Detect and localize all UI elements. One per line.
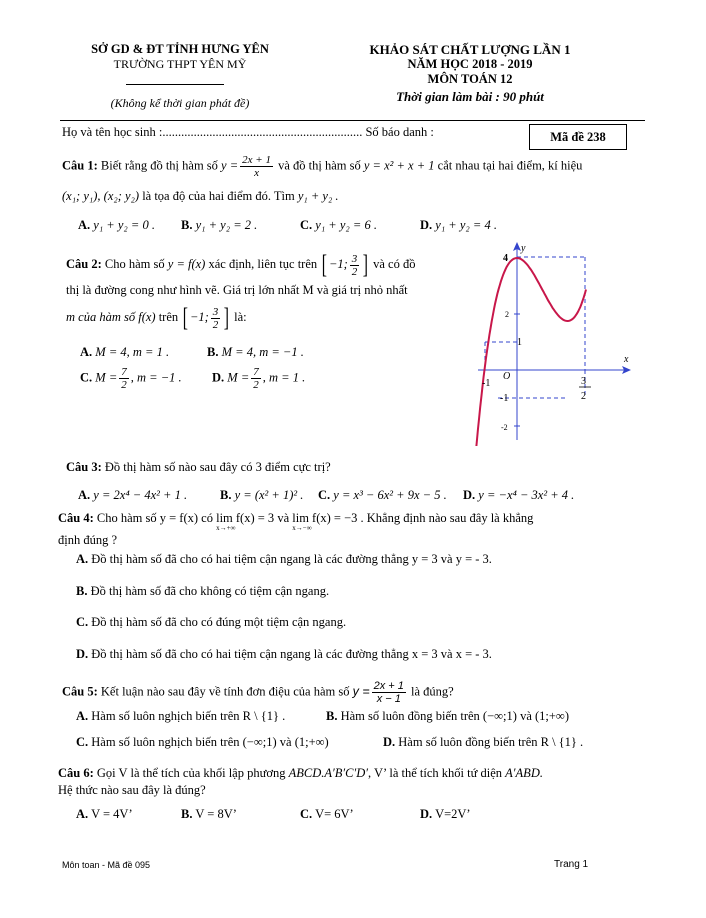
q4-option-d-row [76,647,492,662]
q2-line1: Câu 2: Cho hàm số y = f(x) xác định, liên tục trên [ −1; $\frac{3}{2}$ ] và có đồ [66,250,416,279]
q2-int-num-2: 3 [212,305,219,318]
q2-option-d-post: , m = 1 . [262,370,306,385]
x-axis-label: x [624,354,629,365]
q5-option-c: Hàm số luôn nghịch biến trên (−∞;1) và (1;+∞) [91,735,329,749]
q5-option-a: Hàm số luôn nghịch biến trên R \ {1} . [91,709,286,723]
header-divider [126,84,224,85]
q5-text1: Kết luận nào sau đây về tính đơn điệu của hàm số [100,684,350,699]
q2-text6: là: [234,309,247,324]
q2-interval-frac-2 [211,306,221,331]
q3-text: Đồ thị hàm số nào sau đây có 3 điểm cực trị? [104,460,331,474]
q4-line1 [58,511,534,532]
school-name: TRƯỜNG THPT YÊN MỸ [113,57,247,71]
time-note: (Không kể thời gian phát đề) [110,96,250,110]
q5-frac-den: x − 1 [376,693,401,705]
q1-points: (x₁; y₁), (x₂; y₂) [62,189,140,203]
q4-option-b-row [76,584,329,599]
q1-option-a-key: A. [78,218,91,232]
q2-option-b: M = 4, m = −1 . [221,345,304,359]
q2-option-d-key: D. [212,370,225,385]
q6-tetrahedron: A′ABD. [505,766,543,780]
q4-text1: Cho hàm số y = f(x) có [96,511,213,525]
q2-interval-left-2: −1; [189,309,209,324]
q5-option-a-row [76,709,285,724]
q4-lim2-expr: lim f(x) = −3 [292,511,358,525]
q2-option-c-frac [119,366,129,391]
q2-option-d-pre: M = [227,370,250,385]
q1-func-g: y = x² + x + 1 [363,158,435,173]
q1-option-b: y₁ + y₂ = 2 . [195,218,258,232]
q1-option-c: y₁ + y₂ = 6 . [315,218,377,232]
q3-option-a-key: A. [78,488,91,502]
q4-line2: định đúng ? [58,533,118,547]
dept-name: SỞ GD & ĐT TỈNH HƯNG YÊN [91,42,269,56]
q4-lim1-sub: x→+∞ [216,524,236,532]
q2-int-den: 2 [351,265,358,278]
q1-option-a: y₁ + y₂ = 0 . [93,218,155,232]
q3-line [66,460,331,475]
q6-text2: , V’ là thể tích khối tứ diện [367,766,503,780]
q5-label: Câu 5: [62,684,98,699]
q5-option-a-key: A. [76,709,89,723]
q6-option-d-key: D. [420,807,433,821]
q5-option-b-key: B. [326,709,338,723]
q1-frac-num: 2x + 1 [242,154,271,166]
origin-label: O [503,371,511,382]
tick-label-x-num: 3 [581,376,586,387]
q2-option-c-key: C. [80,370,93,385]
q5-option-c-key: C. [76,735,89,749]
q2-label: Câu 2: [66,256,102,271]
y-axis-label: y [521,243,526,254]
q2-option-c-row [80,366,182,391]
q4-lim2-sub: x→−∞ [292,524,312,532]
q5-option-b: Hàm số luôn đồng biến trên (−∞;1) và (1;+∞) [340,709,569,723]
q4-option-a: Đồ thị hàm số đã cho có hai tiệm cận ngang là các đường thẳng y = 3 và y = - 3. [91,552,492,566]
header-rule [60,120,645,121]
q4-option-c-row [76,615,346,630]
student-info-line: Họ và tên học sinh :................................................................ Số báo danh : [62,125,434,139]
q6-option-c: V= 6V’ [315,807,354,821]
q3-option-b: y = (x² + 1)² . [234,488,304,502]
q2-func2: f(x) [138,309,156,324]
q2-d-den: 2 [253,379,259,391]
q6-option-c-key: C. [300,807,313,821]
tick-label-m1: -1 [500,393,509,404]
q2-text2: xác định, liên tục trên [208,256,318,271]
q5-option-d: Hàm số luôn đồng biến trên R \ {1} . [398,735,584,749]
q6-option-a: V = 4V’ [91,807,133,821]
q1-option-b-key: B. [181,218,193,232]
q6-option-b: V = 8V’ [195,807,237,821]
q1-target: y₁ + y₂ . [297,189,339,203]
q4-option-b: Đồ thị hàm số đã cho không có tiệm cận ngang. [90,584,330,598]
q2-text3: và có đồ [373,256,416,271]
q4-option-d-key: D. [76,647,89,661]
q4-limit2 [292,511,358,532]
q2-option-b-row [207,345,304,360]
q5-option-d-row [383,735,583,750]
q4-option-a-key: A. [76,552,89,566]
tick-label-xm1: -1 [482,378,491,389]
q6-cube: ABCD.A′B′C′D′ [288,766,368,780]
q3-option-d: y = −x⁴ − 3x² + 4 . [478,488,575,502]
q5-fraction [372,680,406,705]
q5-func-lhs: y = [352,684,370,699]
q1-text2: và đồ thị hàm số [278,158,361,173]
q6-label: Câu 6: [58,766,94,780]
q4-limit1 [216,511,275,532]
school-year: NĂM HỌC 2018 - 2019 [407,57,533,71]
footer-page: Trang 1 [554,859,589,870]
q1-option-d-key: D. [420,218,433,232]
q2-interval-frac [350,253,360,278]
q5-option-b-row [326,709,569,724]
subject: MÔN TOÁN 12 [427,72,513,86]
q2-option-d-row [212,366,305,391]
q6-option-a-key: A. [76,807,89,821]
exam-code-box: Mã đề 238 [529,124,627,150]
q2-option-a: M = 4, m = 1 . [95,345,170,359]
q4-text3: . Khẳng định nào sau đây là khẳng [360,511,534,525]
q6-option-b-key: B. [181,807,193,821]
function-graph [472,236,636,446]
q3-option-c-key: C. [318,488,331,502]
q2-text1: Cho hàm số [104,256,165,271]
q1-line1 [62,154,582,179]
q5-option-d-key: D. [383,735,396,749]
tick-label-x-den: 2 [581,391,586,402]
tick-label-m2: -2 [501,423,508,432]
q6-text1: Gọi V là thể tích của khối lập phương [96,766,286,780]
q5-text2: là đúng? [411,684,454,699]
q6-line1 [58,766,543,781]
q2-interval-left: −1; [328,256,348,271]
q2-option-a-key: A. [80,345,93,359]
function-curve [472,258,586,446]
q1-label: Câu 1: [62,158,98,173]
q2-option-c-post: , m = −1 . [130,370,182,385]
q2-option-d-frac [251,366,261,391]
q1-frac-den: x [254,167,259,179]
q4-option-c-key: C. [76,615,89,629]
q2-text5: trên [158,309,179,324]
q4-lim1-expr: lim f(x) = 3 [216,511,275,525]
q5-option-c-row [76,735,329,750]
q6-option-d: V=2V’ [435,807,471,821]
q2-int-den-2: 2 [212,318,219,331]
q5-frac-num: 2x + 1 [373,680,404,692]
q4-option-a-row [76,552,492,567]
q3-option-c: y = x³ − 6x² + 9x − 5 . [333,488,447,502]
q1-func-lhs: y = [221,158,239,173]
q1-option-d: y₁ + y₂ = 4 . [435,218,497,232]
q4-option-b-key: B. [76,584,88,598]
q6-line2: Hệ thức nào sau đây là đúng? [58,783,206,797]
tick-label-2: 2 [505,310,509,319]
footer-left: Môn toan - Mã đề 095 [62,860,151,870]
q4-option-d: Đồ thị hàm số đã cho có hai tiệm cận ngang là các đường thẳng x = 3 và x = - 3. [91,647,492,661]
tick-label-4: 4 [503,253,508,264]
duration: Thời gian làm bài : 90 phút [396,89,544,104]
q1-text3: cắt nhau tại hai điểm, kí hiệu [437,158,583,173]
q2-c-num: 7 [121,366,127,378]
q1-line2 [62,189,339,204]
q3-option-d-key: D. [463,488,476,502]
q2-line2: thị là đường cong như hình vẽ. Giá trị lớn nhất M và giá trị nhỏ nhất [66,283,408,297]
q1-text4: là tọa độ của hai điểm đó. Tìm [142,189,295,203]
q2-option-a-row [80,345,169,360]
q5-line1 [62,680,454,705]
q3-option-b-key: B. [220,488,232,502]
exam-title: KHẢO SÁT CHẤT LƯỢNG LẦN 1 [369,42,571,57]
q2-int-num: 3 [351,252,358,265]
q2-c-den: 2 [121,379,127,391]
q2-func: y = f(x) [167,256,206,271]
tick-label-1: 1 [517,337,522,348]
q1-fraction [240,154,273,179]
q4-text2: và [277,511,290,525]
q2-line3: m của hàm số f(x) trên [ −1; $\frac{3}{2}$ ] là: [66,303,247,332]
q3-option-a: y = 2x⁴ − 4x² + 1 . [93,488,188,502]
q1-option-c-key: C. [300,218,313,232]
q2-option-b-key: B. [207,345,219,359]
q2-option-c-pre: M = [95,370,118,385]
q4-option-c: Đồ thị hàm số đã cho có đúng một tiệm cận ngang. [91,615,347,629]
q1-text1: Biết rằng đồ thị hàm số [100,158,218,173]
q2-d-num: 7 [253,366,259,378]
q3-label: Câu 3: [66,460,102,474]
q4-label: Câu 4: [58,511,94,525]
q2-text4: m của hàm số [66,309,136,324]
